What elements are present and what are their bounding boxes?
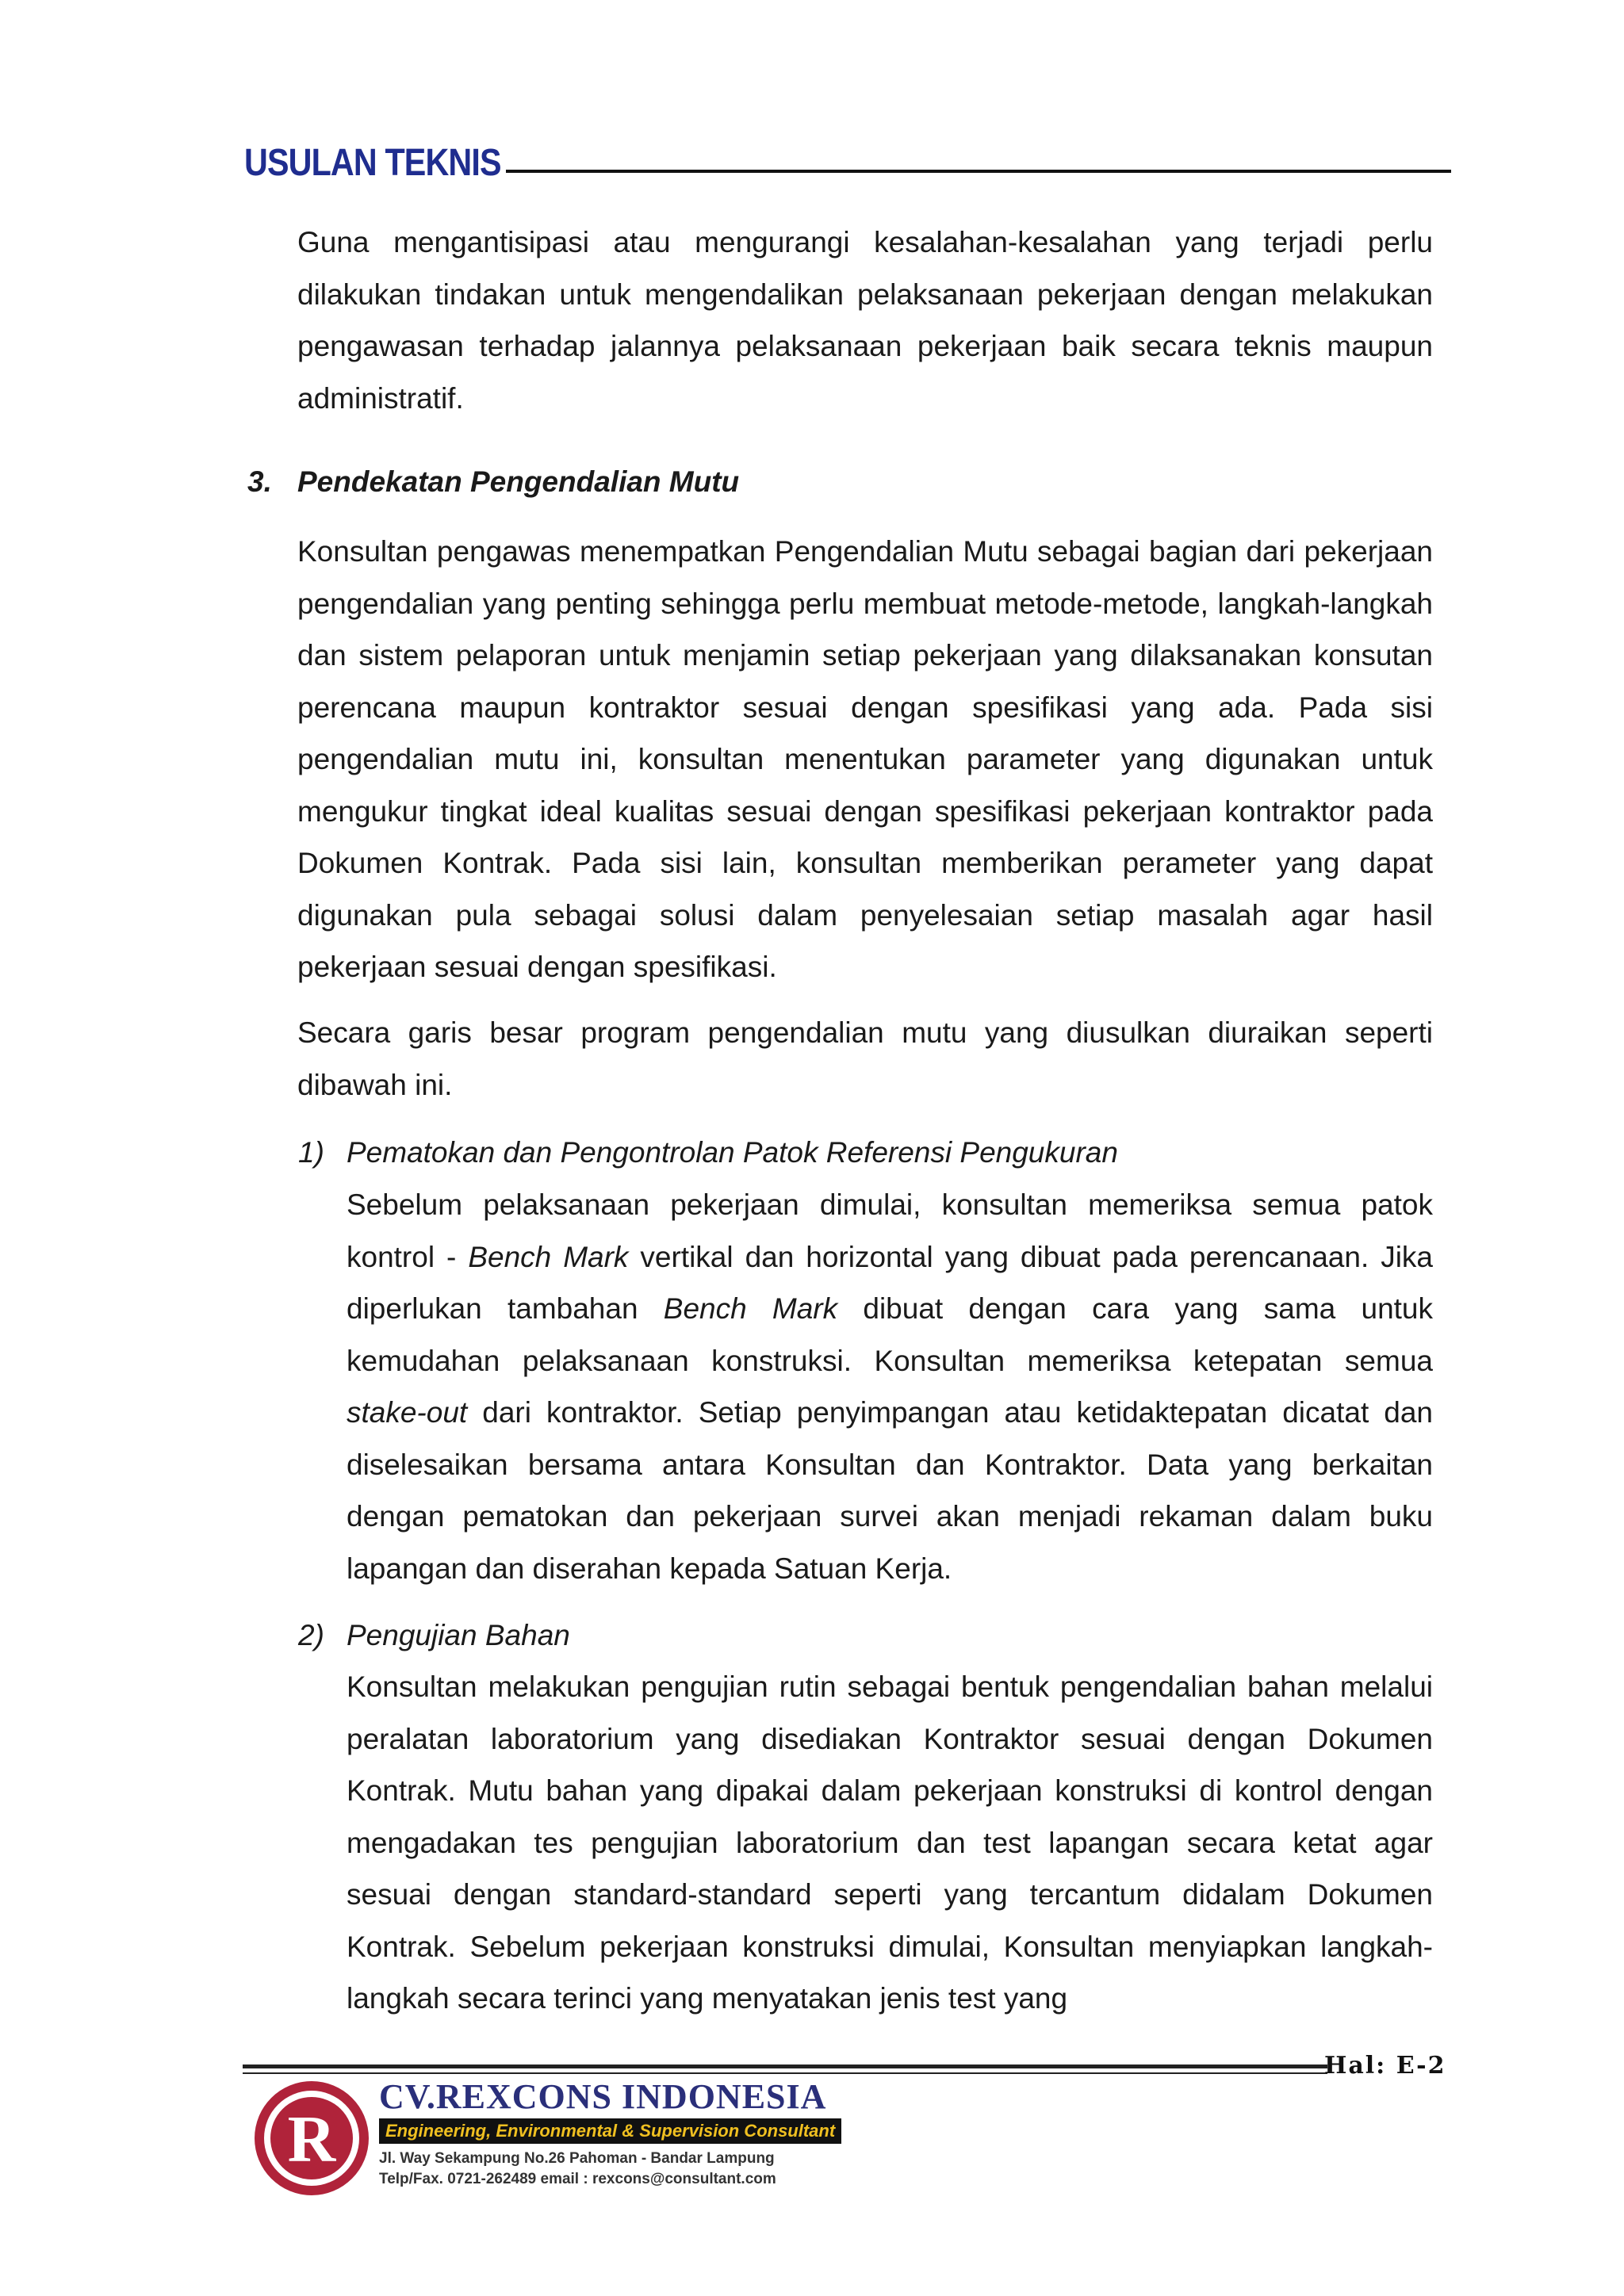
header-rule bbox=[506, 170, 1451, 173]
section-title: Pendekatan Pengendalian Mutu bbox=[297, 465, 740, 498]
section-para1-text: Konsultan pengawas menempatkan Pengendalian Mutu sebagai bagian dari pekerjaan pengendalian yang penting sehingga perlu membuat metode-metode, langkah-langkah dan sistem pelaporan untuk menjamin setiap pekerjaan yang dilaksanakan konsutan perencana maupun kontraktor sesuai dengan spesifikasi yang ada. Pada sisi pengendalian mutu ini, konsultan menentukan parameter yang digunakan untuk mengukur tingkat ideal kualitas sesuai dengan spesifikasi pekerjaan kontraktor pada Dokumen Kontrak. Pada sisi lain, konsultan memberikan perameter yang dapat digunakan pula sebagai solusi dalam penyelesaian setiap masalah agar hasil pekerjaan sesuai dengan spesifikasi. bbox=[297, 535, 1433, 983]
item-2-heading bbox=[298, 1612, 570, 1659]
footer-rule bbox=[243, 2064, 1327, 2068]
page-number: Hal: E-2 bbox=[1324, 2052, 1446, 2080]
item-2-text: Konsultan melakukan pengujian rutin sebagai bentuk pengendalian bahan melalui peralatan laboratorium yang disediakan Kontraktor sesuai dengan Dokumen Kontrak. Mutu bahan yang dipakai dalam pekerjaan konstruksi di kontrol dengan mengadakan tes pengujian laboratorium dan test lapangan secara ketat agar sesuai dengan standard-standard seperti yang tercantum didalam Dokumen Kontrak. Sebelum pekerjaan konstruksi dimulai, Konsultan menyiapkan langkah-langkah secara terinci yang menyatakan jenis test yang bbox=[347, 1670, 1433, 2015]
item-2-title: Pengujian Bahan bbox=[347, 1619, 570, 1651]
section-paragraph-1 bbox=[297, 526, 1433, 993]
item-1-title: Pematokan dan Pengontrolan Patok Referensi Pengukuran bbox=[347, 1136, 1118, 1169]
item-1-body bbox=[347, 1179, 1433, 1594]
footer-rule-thin bbox=[243, 2072, 1327, 2074]
section-paragraph-2 bbox=[297, 1007, 1433, 1111]
company-logo bbox=[252, 2079, 371, 2198]
document-header-title: USULAN TEKNIS bbox=[244, 142, 501, 184]
company-info bbox=[379, 2077, 841, 2190]
item-1-number: 1) bbox=[298, 1136, 324, 1169]
company-contact: Telp/Fax. 0721-262489 email : rexcons@consultant.com bbox=[379, 2171, 776, 2187]
item-1-text: Sebelum pelaksanaan pekerjaan dimulai, konsultan memeriksa semua patok kontrol - Bench Mark vertikal dan horizontal yang dibuat pada perencanaan. Jika diperlukan tambahan Bench Mark dibuat dengan cara yang sama untuk kemudahan pelaksanaan konstruksi. Konsultan memeriksa ketepatan semua stake-out dari kontraktor. Setiap penyimpangan atau ketidaktepatan dicatat dan diselesaikan bersama antara Konsultan dan Kontraktor. Data yang berkaitan dengan pematokan dan pekerjaan survei akan menjadi rekaman dalam buku lapangan dan diserahan kepada Satuan Kerja. bbox=[347, 1188, 1434, 1585]
company-name: CV.REXCONS INDONESIA bbox=[379, 2077, 827, 2116]
item-2-body bbox=[347, 1661, 1433, 2025]
section-para2-text: Secara garis besar program pengendalian mutu yang diusulkan diuraikan seperti dibawah ini. bbox=[297, 1016, 1433, 1101]
intro-text: Guna mengantisipasi atau mengurangi kesalahan-kesalahan yang terjadi perlu dilakukan tindakan untuk mengendalikan pelaksanaan pekerjaan dengan melakukan pengawasan terhadap jalannya pelaksanaan pekerjaan baik secara teknis maupun administratif. bbox=[297, 226, 1433, 415]
bench-mark-term: Bench Mark bbox=[663, 1292, 838, 1325]
stake-out-term: stake-out bbox=[347, 1396, 468, 1429]
intro-paragraph bbox=[297, 216, 1433, 424]
item-2-number: 2) bbox=[298, 1619, 324, 1651]
section-heading bbox=[247, 458, 739, 506]
company-tagline: Engineering, Environmental & Supervision Consultant bbox=[379, 2118, 841, 2144]
logo-letter: R bbox=[287, 2103, 336, 2176]
company-address: Jl. Way Sekampung No.26 Pahoman - Bandar Lampung bbox=[379, 2150, 775, 2167]
bench-mark-term: Bench Mark bbox=[468, 1240, 629, 1273]
section-number: 3. bbox=[247, 465, 272, 498]
item-1-heading bbox=[298, 1129, 1118, 1177]
